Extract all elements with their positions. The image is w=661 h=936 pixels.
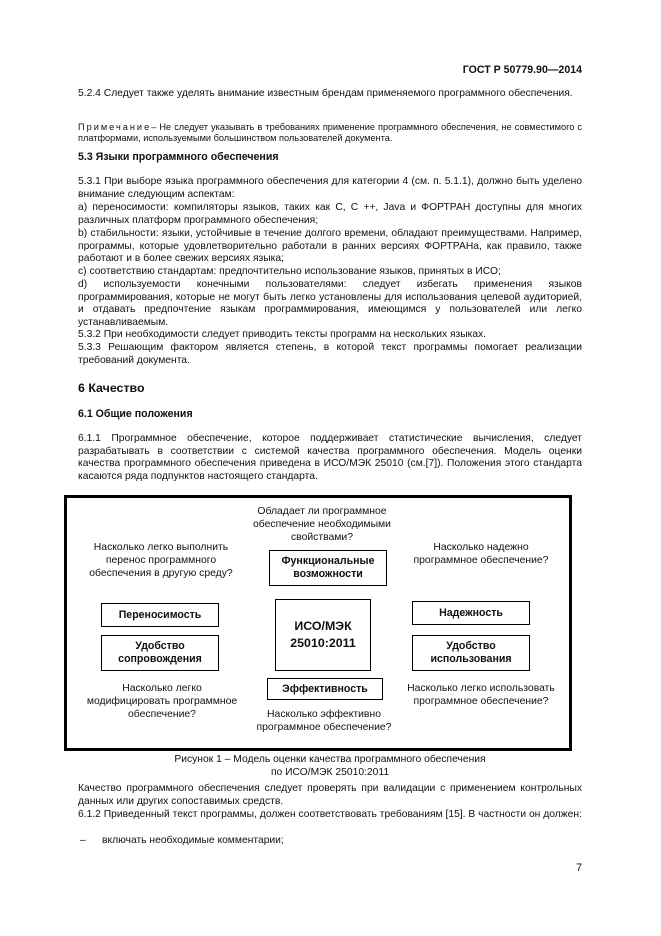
list-item-b: b) стабильности: языки, устойчивые в течение долгого времени, обладают преимуществами. Например, программы, которые удовлетворительно работали в ранних версиях ФОРТРАНа, как правило, также работают и в более свежих версиях языка; — [78, 228, 582, 265]
paragraph-5-3-1: 5.3.1 При выборе языка программного обеспечения для категории 4 (см. п. 5.1.1), должно быть уделено внимание следующим аспектам: — [78, 176, 582, 200]
box-maintainability: Удобство сопровождения — [101, 635, 219, 671]
paragraph-6-1-1: 6.1.1 Программное обеспечение, которое поддерживает статистические вычисления, следует разрабатывать в соответствии с системой качества программного обеспечения. Модель оценки качества программного обеспечения приведена в ИСО/МЭК 25010 (см.[7]). Положения этого стандарта касаются ряда подпунктов настоящего стандарта. — [78, 433, 582, 482]
list-item-a: а) переносимости: компиляторы языков, таких как C, C ++, Java и ФОРТРАН доступны для многих различных платформ программного обеспечения; — [78, 202, 582, 226]
paragraph-quality: Качество программного обеспечения следует проверять при валидации с применением контрольных данных или других сопоставимых средств. — [78, 783, 582, 807]
quality-model-diagram — [64, 495, 572, 751]
box-portability: Переносимость — [101, 603, 219, 627]
question-reliability: Насколько надежно программное обеспечение? — [413, 542, 549, 566]
paragraph-5-3-2: 5.3.2 При необходимости следует приводить тексты программ на нескольких языках. — [78, 329, 487, 340]
box-functionality: Функциональные возможности — [269, 550, 387, 586]
box-reliability: Надежность — [412, 601, 530, 625]
bullet-item-comments: включать необходимые комментарии; — [102, 835, 284, 846]
note-text: – Не следует указывать в требованиях применение программного обеспечения, не совместимого с платформами, используемыми большинством пользователей документа. — [78, 122, 582, 144]
paragraph-5-2-4: 5.2.4 Следует также уделять внимание известным брендам применяемого программного обеспечения. — [78, 88, 573, 99]
section-6-title: 6 Качество — [78, 381, 145, 395]
figure-caption-line2: по ИСО/МЭК 25010:2011 — [270, 766, 390, 778]
note-label: Примечание — [78, 122, 152, 132]
question-usability: Насколько легко использовать программное обеспечение? — [407, 683, 555, 707]
box-usability: Удобство использования — [412, 635, 530, 671]
list-item-d: d) используемости конечными пользователями: следует избегать применения языков программирования, которые не могут быть легко установлены для использования целевой аудиторией, и отдавать предпочтение языкам программирования, имеющимся у пользователей или легко устанавливаемым. — [78, 279, 582, 328]
figure-caption — [78, 754, 582, 779]
section-6-1-title: 6.1 Общие положения — [78, 408, 193, 420]
question-portability: Насколько легко выполнить перенос программного обеспечения в другую среду? — [89, 542, 233, 579]
document-code: ГОСТ Р 50779.90—2014 — [462, 64, 582, 76]
box-efficiency: Эффективность — [267, 678, 383, 700]
list-item-c: c) соответствию стандартам: предпочтительно использование языков, принятых в ИСО; — [78, 266, 501, 277]
bullet-dash: – — [80, 835, 86, 846]
section-5-3-title: 5.3 Языки программного обеспечения — [78, 151, 279, 163]
note — [78, 122, 582, 145]
page-number: 7 — [576, 862, 582, 874]
figure-caption-line1: Рисунок 1 – Модель оценки качества программного обеспечения — [174, 754, 486, 765]
paragraph-5-3-3: 5.3.3 Решающим фактором является степень, в которой текст программы помогает реализации требований документа. — [78, 342, 582, 366]
question-functionality: Обладает ли программное обеспечение необходимыми свойствами? — [252, 506, 391, 543]
question-maintainability: Насколько легко модифицировать программное обеспечение? — [86, 683, 238, 720]
question-efficiency: Насколько эффективно программное обеспечение? — [256, 709, 392, 733]
paragraph-6-1-2: 6.1.2 Приведенный текст программы, должен соответствовать требованиям [15]. В частности он должен: — [78, 809, 582, 820]
box-iso-standard: ИСО/МЭК 25010:2011 — [275, 599, 371, 671]
